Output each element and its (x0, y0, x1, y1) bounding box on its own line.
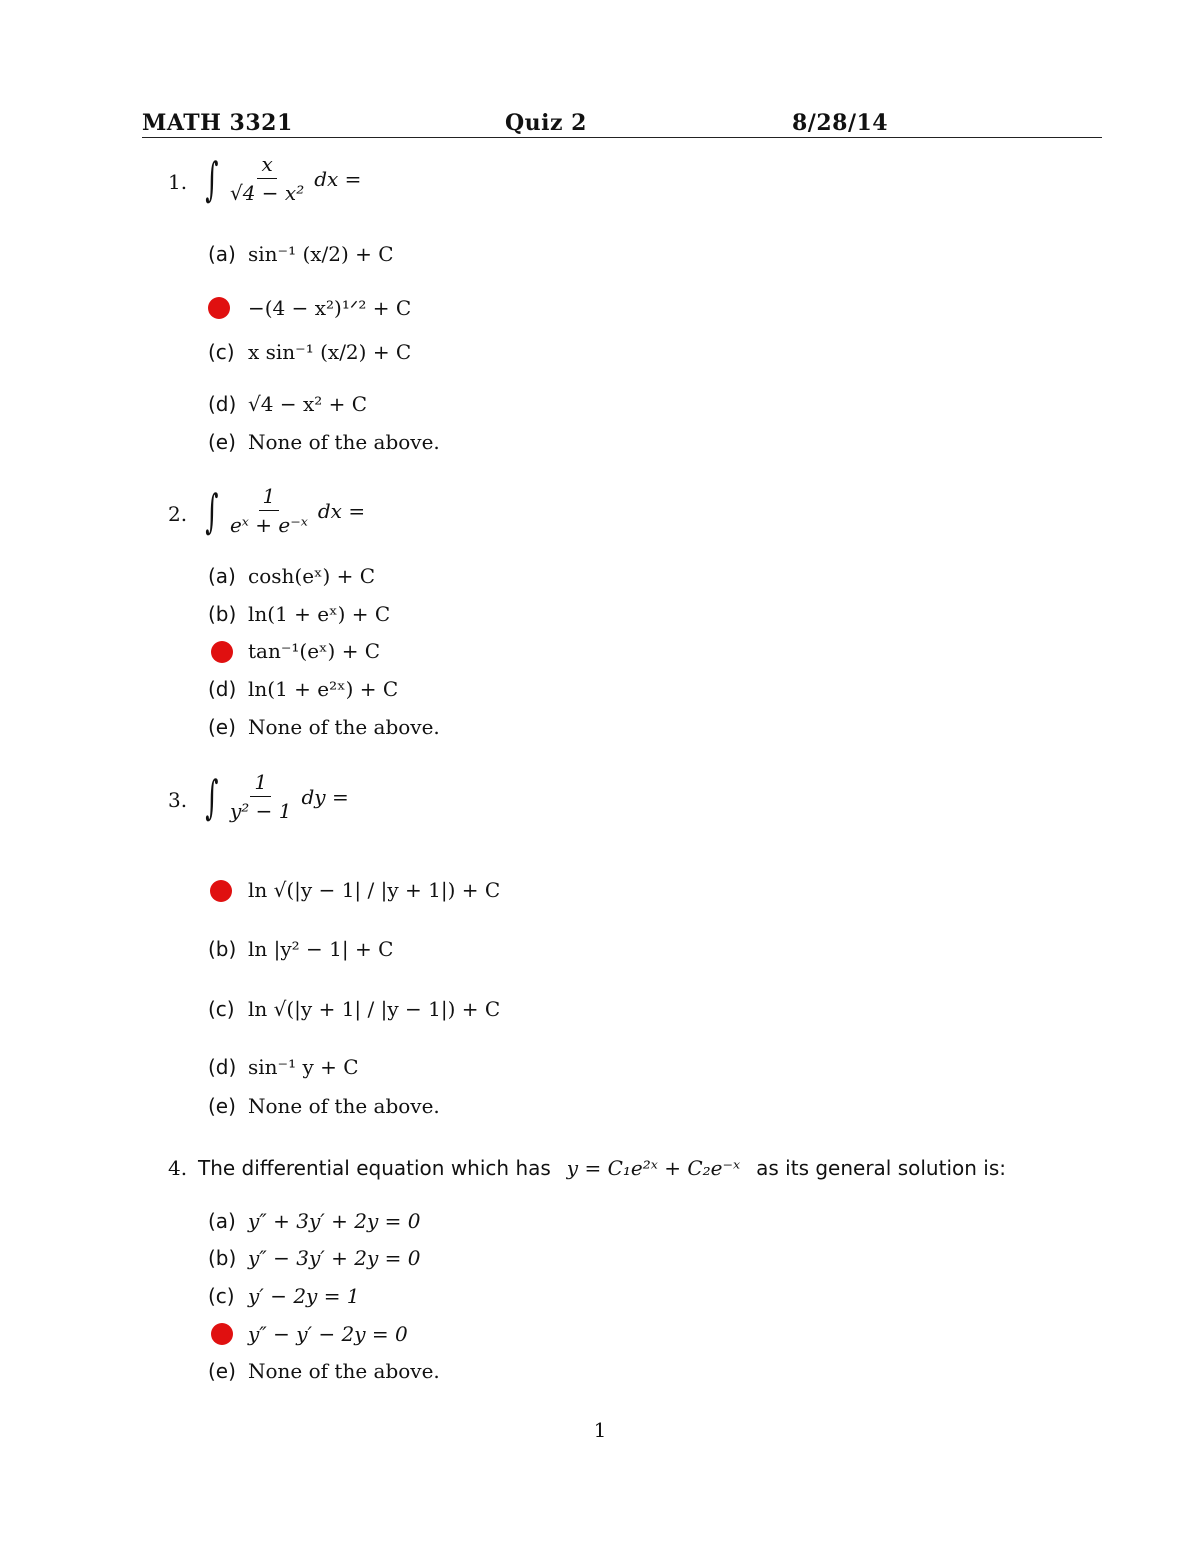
question-2-tail: dx = (317, 498, 366, 523)
option-text: y″ − 3y′ + 2y = 0 (248, 1246, 421, 1270)
option-label: (a) (208, 564, 236, 588)
option-label: (c) (208, 340, 235, 364)
q1-option-d[interactable] (208, 392, 367, 416)
option-label: (e) (208, 430, 236, 454)
page-number: 1 (593, 1418, 607, 1442)
question-3-stem (200, 770, 349, 823)
option-text: tan⁻¹(eˣ) + C (248, 639, 381, 663)
quiz-date: 8/28/14 (792, 110, 889, 136)
option-label: (e) (208, 1094, 236, 1118)
option-label: (c) (208, 1284, 235, 1308)
option-text: ln(1 + eˣ) + C (248, 602, 391, 626)
option-text: sin⁻¹ (x/2) + C (248, 242, 394, 266)
q3-option-c[interactable] (208, 997, 500, 1021)
q4-option-e[interactable] (208, 1359, 440, 1383)
q1-option-e[interactable] (208, 430, 440, 454)
q2-option-d[interactable] (208, 677, 398, 701)
question-3-number: 3. (168, 788, 188, 812)
integral-sign: ∫ (205, 483, 219, 538)
option-text: y″ + 3y′ + 2y = 0 (248, 1209, 421, 1233)
course-code: MATH 3321 (142, 110, 293, 136)
option-label: (b) (208, 937, 237, 961)
option-text: −(4 − x²)¹ᐟ² + C (248, 296, 412, 320)
question-1-fraction (226, 152, 308, 205)
q2-option-c[interactable] (208, 639, 380, 663)
option-label: (b) (208, 1246, 237, 1270)
q1-option-a[interactable] (208, 242, 394, 266)
option-text: √4 − x² + C (248, 392, 368, 416)
question-3-tail: dy = (301, 784, 349, 809)
option-label: (b) (208, 602, 237, 626)
question-2-stem (200, 484, 365, 537)
option-label: (e) (208, 1359, 236, 1383)
option-text: y″ − y′ − 2y = 0 (248, 1322, 408, 1346)
option-label: (d) (208, 392, 237, 416)
option-text: ln(1 + e²ˣ) + C (248, 677, 399, 701)
option-text: None of the above. (248, 430, 440, 454)
option-label: (a) (208, 242, 236, 266)
question-4-number: 4. (168, 1156, 188, 1180)
option-label: (d) (208, 1055, 237, 1079)
q2-option-e[interactable] (208, 715, 440, 739)
q4-option-a[interactable] (208, 1209, 421, 1233)
question-4-math: y = C₁e²ˣ + C₂e⁻ˣ (566, 1156, 741, 1180)
option-text: None of the above. (248, 715, 440, 739)
question-2-number: 2. (168, 502, 188, 526)
question-1-number: 1. (168, 170, 188, 194)
option-text: x sin⁻¹ (x/2) + C (248, 340, 412, 364)
option-label: (d) (208, 677, 237, 701)
option-text: cosh(eˣ) + C (248, 564, 376, 588)
q1-option-c[interactable] (208, 340, 411, 364)
option-text: ln |y² − 1| + C (248, 937, 394, 961)
question-2-denominator: eˣ + e⁻ˣ (229, 513, 308, 537)
option-text: None of the above. (248, 1359, 440, 1383)
question-3-numerator: 1 (250, 770, 271, 797)
option-label: (e) (208, 715, 236, 739)
question-4-stem (168, 1156, 1006, 1180)
question-2-numerator: 1 (259, 484, 280, 511)
question-1-stem (200, 152, 361, 205)
question-1-tail: dx = (314, 166, 362, 191)
option-text: ln √(|y + 1| / |y − 1|) + C (248, 997, 501, 1021)
quiz-title: Quiz 2 (505, 110, 587, 136)
option-text: None of the above. (248, 1094, 440, 1118)
option-label: (c) (208, 997, 235, 1021)
question-1-numerator: x (257, 152, 276, 179)
q3-option-d[interactable] (208, 1055, 359, 1079)
option-text: sin⁻¹ y + C (248, 1055, 359, 1079)
question-3-denominator: y² − 1 (229, 799, 292, 823)
option-text: y′ − 2y = 1 (248, 1284, 360, 1308)
integral-sign: ∫ (205, 151, 219, 206)
question-4-text-before: The differential equation which has (198, 1156, 551, 1180)
q4-option-d[interactable] (208, 1322, 408, 1346)
question-2-fraction (226, 484, 312, 537)
q2-option-a[interactable] (208, 564, 375, 588)
q3-option-b[interactable] (208, 937, 393, 961)
q1-option-b[interactable] (208, 296, 411, 320)
integral-sign: ∫ (205, 769, 219, 824)
question-3-fraction (226, 770, 296, 823)
q3-option-a[interactable] (208, 878, 500, 902)
option-text: ln √(|y − 1| / |y + 1|) + C (248, 878, 501, 902)
q4-option-b[interactable] (208, 1246, 421, 1270)
question-1-denominator: √4 − x² (229, 181, 305, 205)
q3-option-e[interactable] (208, 1094, 440, 1118)
header-rule (142, 137, 1102, 138)
question-4-text-after: as its general solution is: (756, 1156, 1006, 1180)
q2-option-b[interactable] (208, 602, 390, 626)
q4-option-c[interactable] (208, 1284, 360, 1308)
option-label: (a) (208, 1209, 236, 1233)
